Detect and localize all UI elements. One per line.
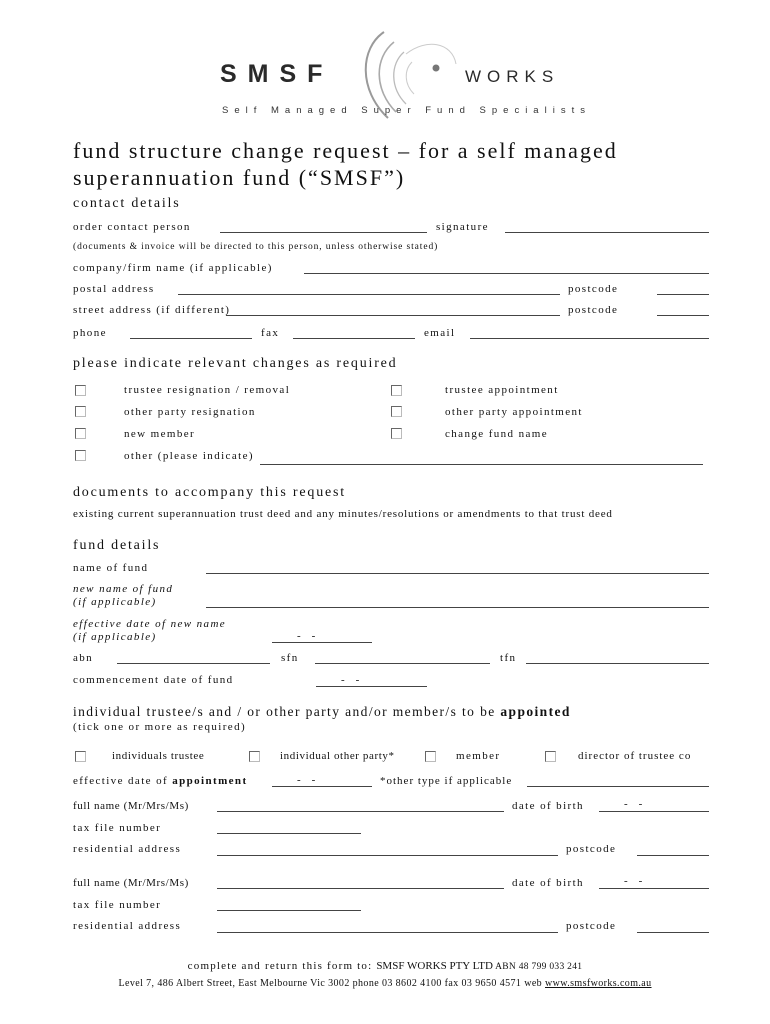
fax-field[interactable] — [293, 338, 415, 339]
logo-works-text: WORKS — [465, 67, 560, 86]
option-individuals-trustee: individuals trustee — [112, 750, 205, 762]
appoint-tick-note: (tick one or more as required) — [73, 721, 247, 733]
abn-field[interactable] — [117, 663, 270, 664]
option-trustee-appointment: trustee appointment — [445, 384, 559, 396]
person2-dob-field[interactable] — [599, 888, 709, 889]
person1-residential-field[interactable] — [217, 855, 558, 856]
appoint-heading-bold: appointed — [500, 704, 571, 719]
page-title — [73, 137, 733, 191]
street-postcode-field[interactable] — [657, 315, 709, 316]
person2-dob-dashes: - - — [624, 875, 643, 887]
tfn-label: tfn — [500, 652, 517, 664]
new-name-label-line2: (if applicable) — [73, 596, 157, 608]
person1-postcode-field[interactable] — [637, 855, 709, 856]
footer-line2 — [0, 978, 770, 989]
effective-date-label-line1: effective date of new name — [73, 618, 227, 630]
page-title-line2: superannuation fund (“SMSF”) — [73, 165, 406, 190]
commencement-dashes: - - — [341, 674, 360, 686]
signature-label: signature — [436, 221, 489, 233]
person1-postcode-label: postcode — [566, 843, 617, 855]
person2-residential-label: residential address — [73, 920, 182, 932]
checkbox-other[interactable] — [75, 450, 86, 461]
postal-address-label: postal address — [73, 283, 155, 295]
documents-text: existing current superannuation trust deed and any minutes/resolutions or amendments to that trust deed — [73, 508, 613, 520]
phone-field[interactable] — [130, 338, 252, 339]
logo-smsf-text: SMSF — [220, 60, 334, 88]
checkbox-director-trustee-co[interactable] — [545, 751, 556, 762]
person2-residential-field[interactable] — [217, 932, 558, 933]
street-address-field[interactable] — [226, 315, 560, 316]
option-other-party-appointment: other party appointment — [445, 406, 583, 418]
appointment-date-label-bold: appointment — [172, 775, 248, 787]
street-address-label: street address (if different) — [73, 304, 231, 316]
other-type-label: *other type if applicable — [380, 775, 513, 787]
person1-fullname-label: full name (Mr/Mrs/Ms) — [73, 800, 189, 812]
appointment-date-field[interactable] — [272, 786, 372, 787]
option-member: member — [456, 750, 501, 762]
checkbox-change-fund-name[interactable] — [391, 428, 402, 439]
contact-heading: contact details — [73, 196, 181, 211]
person2-fullname-field[interactable] — [217, 888, 504, 889]
postal-postcode-label: postcode — [568, 283, 619, 295]
person2-postcode-label: postcode — [566, 920, 617, 932]
person1-dob-label: date of birth — [512, 800, 584, 812]
footer-company: SMSF WORKS PTY LTD — [376, 960, 493, 972]
order-contact-field[interactable] — [220, 232, 427, 233]
checkbox-trustee-resignation[interactable] — [75, 385, 86, 396]
effective-date-label — [73, 618, 226, 644]
footer-web-link[interactable]: www.smsfworks.com.au — [545, 978, 652, 989]
person2-fullname-label: full name (Mr/Mrs/Ms) — [73, 877, 189, 889]
other-field[interactable] — [260, 464, 703, 465]
checkbox-trustee-appointment[interactable] — [391, 385, 402, 396]
company-label: company/firm name (if applicable) — [73, 262, 273, 274]
company-field[interactable] — [304, 273, 709, 274]
commencement-label: commencement date of fund — [73, 674, 234, 686]
effective-date-field[interactable] — [272, 642, 372, 643]
footer-instructions: complete and return this form to: — [187, 960, 377, 972]
option-other-party-resignation: other party resignation — [124, 406, 256, 418]
sfn-field[interactable] — [315, 663, 490, 664]
option-director-trustee-co: director of trustee co — [578, 750, 692, 762]
documents-heading: documents to accompany this request — [73, 485, 346, 500]
changes-heading: please indicate relevant changes as required — [73, 356, 398, 371]
fund-name-field[interactable] — [206, 573, 709, 574]
appointment-date-label — [73, 775, 248, 787]
fund-heading: fund details — [73, 538, 161, 553]
option-individual-other-party: individual other party* — [280, 750, 395, 762]
person1-dob-field[interactable] — [599, 811, 709, 812]
order-contact-label: order contact person — [73, 221, 191, 233]
option-other: other (please indicate) — [124, 450, 254, 462]
sfn-label: sfn — [281, 652, 299, 664]
person2-tfn-field[interactable] — [217, 910, 361, 911]
footer-address: Level 7, 486 Albert Street, East Melbourne Vic 3002 phone 03 8602 4100 fax 03 9650 4571 web — [118, 978, 545, 989]
person2-postcode-field[interactable] — [637, 932, 709, 933]
person1-fullname-field[interactable] — [217, 811, 504, 812]
street-postcode-label: postcode — [568, 304, 619, 316]
person2-tfn-label: tax file number — [73, 899, 162, 911]
option-trustee-resignation: trustee resignation / removal — [124, 384, 291, 396]
page-title-line1: fund structure change request – for a self managed — [73, 138, 618, 163]
contact-note: (documents & invoice will be directed to this person, unless otherwise stated) — [73, 242, 439, 252]
checkbox-new-member[interactable] — [75, 428, 86, 439]
new-name-field[interactable] — [206, 607, 709, 608]
abn-label: abn — [73, 652, 94, 664]
option-change-fund-name: change fund name — [445, 428, 549, 440]
tfn-field[interactable] — [526, 663, 709, 664]
appointment-date-dashes: - - — [297, 774, 316, 786]
option-new-member: new member — [124, 428, 196, 440]
appoint-heading-text: individual trustee/s and / or other party and/or member/s to be — [73, 704, 501, 719]
fund-name-label: name of fund — [73, 562, 149, 574]
postal-address-field[interactable] — [178, 294, 560, 295]
other-type-field[interactable] — [527, 786, 709, 787]
checkbox-member[interactable] — [425, 751, 436, 762]
email-label: email — [424, 327, 456, 339]
logo-tagline: Self Managed Super Fund Specialists — [222, 105, 591, 116]
checkbox-other-party-resignation[interactable] — [75, 406, 86, 417]
checkbox-individual-other-party[interactable] — [249, 751, 260, 762]
person1-dob-dashes: - - — [624, 798, 643, 810]
person1-tfn-label: tax file number — [73, 822, 162, 834]
phone-label: phone — [73, 327, 107, 339]
person1-residential-label: residential address — [73, 843, 182, 855]
new-name-label-line1: new name of fund — [73, 583, 174, 595]
footer-line1 — [0, 960, 770, 972]
person1-tfn-field[interactable] — [217, 833, 361, 834]
effective-date-dashes: - - — [297, 630, 316, 642]
appointment-date-label-text: effective date of — [73, 775, 173, 787]
appoint-heading — [73, 704, 571, 720]
fax-label: fax — [261, 327, 280, 339]
commencement-field[interactable] — [316, 686, 427, 687]
checkbox-other-party-appointment[interactable] — [391, 406, 402, 417]
checkbox-individuals-trustee[interactable] — [75, 751, 86, 762]
effective-date-label-line2: (if applicable) — [73, 631, 157, 643]
footer-abn: ABN 48 799 033 241 — [492, 962, 583, 972]
email-field[interactable] — [470, 338, 709, 339]
signature-field[interactable] — [505, 232, 709, 233]
postal-postcode-field[interactable] — [657, 294, 709, 295]
new-name-label — [73, 583, 173, 609]
person2-dob-label: date of birth — [512, 877, 584, 889]
